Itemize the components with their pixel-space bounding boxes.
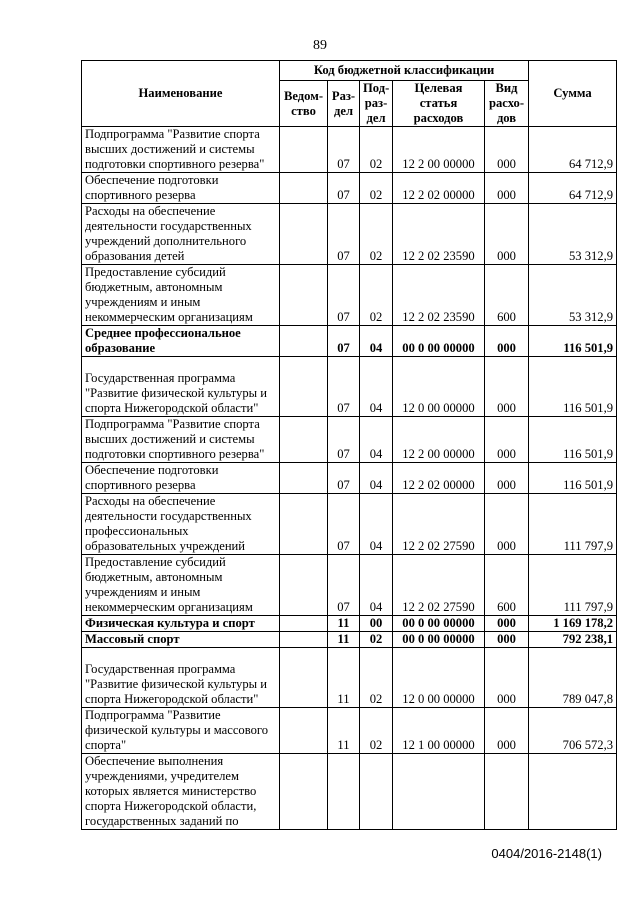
cell-razd: 07	[328, 463, 360, 494]
cell-sum: 53 312,9	[529, 204, 617, 265]
table-row	[82, 494, 617, 555]
cell-name: Государственная программа "Развитие физической культуры и спорта Нижегородской области"	[82, 357, 280, 417]
cell-vid: 000	[485, 204, 529, 265]
cell-cel: 12 0 00 00000	[393, 648, 485, 708]
cell-vid	[485, 754, 529, 830]
cell-podr: 04	[360, 326, 393, 357]
cell-cel: 12 2 02 00000	[393, 463, 485, 494]
cell-ved	[280, 632, 328, 648]
cell-vid: 000	[485, 463, 529, 494]
cell-vid: 000	[485, 417, 529, 463]
cell-razd: 07	[328, 127, 360, 173]
cell-cel: 00 0 00 00000	[393, 326, 485, 357]
cell-razd: 07	[328, 265, 360, 326]
table-body	[82, 127, 617, 830]
cell-cel: 12 2 02 27590	[393, 555, 485, 616]
cell-vid: 000	[485, 616, 529, 632]
cell-razd: 07	[328, 494, 360, 555]
header-podrazdel: Под-раз-дел	[360, 81, 393, 127]
cell-cel: 12 2 02 27590	[393, 494, 485, 555]
cell-name: Обеспечение подготовки спортивного резерва	[82, 173, 280, 204]
cell-razd: 07	[328, 326, 360, 357]
cell-sum: 116 501,9	[529, 417, 617, 463]
cell-sum	[529, 754, 617, 830]
cell-sum: 1 169 178,2	[529, 616, 617, 632]
cell-sum: 792 238,1	[529, 632, 617, 648]
table-row	[82, 417, 617, 463]
cell-ved	[280, 265, 328, 326]
cell-ved	[280, 616, 328, 632]
table-row	[82, 127, 617, 173]
cell-vid: 000	[485, 648, 529, 708]
cell-cel: 12 2 00 00000	[393, 127, 485, 173]
cell-cel: 12 2 00 00000	[393, 417, 485, 463]
table-row	[82, 616, 617, 632]
cell-podr: 02	[360, 648, 393, 708]
cell-podr: 02	[360, 127, 393, 173]
cell-ved	[280, 555, 328, 616]
header-vid: Вид расхо-дов	[485, 81, 529, 127]
cell-razd: 07	[328, 173, 360, 204]
cell-vid: 000	[485, 708, 529, 754]
page-number: 89	[313, 38, 327, 53]
cell-sum: 116 501,9	[529, 357, 617, 417]
cell-name: Предоставление субсидий бюджетным, автономным учреждениям и иным некоммерческим организациям	[82, 265, 280, 326]
header-vedomstvo: Ведом-ство	[280, 81, 328, 127]
cell-podr: 04	[360, 463, 393, 494]
cell-name: Расходы на обеспечение деятельности государственных профессиональных образовательных учреждений	[82, 494, 280, 555]
cell-podr: 04	[360, 494, 393, 555]
cell-vid: 000	[485, 326, 529, 357]
document-code: 0404/2016-2148(1)	[491, 846, 602, 861]
cell-name: Предоставление субсидий бюджетным, автономным учреждениям и иным некоммерческим организациям	[82, 555, 280, 616]
cell-podr: 04	[360, 357, 393, 417]
cell-ved	[280, 417, 328, 463]
header-razdel: Раз-дел	[328, 81, 360, 127]
cell-cel: 12 2 02 00000	[393, 173, 485, 204]
cell-ved	[280, 326, 328, 357]
cell-sum: 116 501,9	[529, 326, 617, 357]
cell-vid: 000	[485, 173, 529, 204]
budget-table	[81, 60, 617, 830]
header-group: Код бюджетной классификации	[280, 61, 529, 81]
cell-cel: 00 0 00 00000	[393, 632, 485, 648]
cell-name: Обеспечение выполнения учреждениями, учредителем которых является министерство спорта Нижегородской области, государственных заданий по	[82, 754, 280, 830]
cell-name: Массовый спорт	[82, 632, 280, 648]
cell-razd: 07	[328, 417, 360, 463]
cell-ved	[280, 204, 328, 265]
cell-razd: 07	[328, 357, 360, 417]
cell-sum: 64 712,9	[529, 127, 617, 173]
cell-cel: 12 1 00 00000	[393, 708, 485, 754]
cell-name: Обеспечение подготовки спортивного резерва	[82, 463, 280, 494]
table-row	[82, 204, 617, 265]
cell-podr: 02	[360, 173, 393, 204]
table-row	[82, 708, 617, 754]
cell-podr: 02	[360, 632, 393, 648]
header-summa: Сумма	[529, 61, 617, 127]
cell-podr: 04	[360, 555, 393, 616]
cell-ved	[280, 173, 328, 204]
cell-podr: 02	[360, 204, 393, 265]
table-row	[82, 357, 617, 417]
cell-name: Государственная программа "Развитие физической культуры и спорта Нижегородской области"	[82, 648, 280, 708]
cell-sum: 789 047,8	[529, 648, 617, 708]
cell-ved	[280, 708, 328, 754]
table-row	[82, 648, 617, 708]
cell-vid: 000	[485, 494, 529, 555]
cell-razd: 07	[328, 555, 360, 616]
cell-podr: 02	[360, 708, 393, 754]
cell-name: Физическая культура и спорт	[82, 616, 280, 632]
cell-name: Среднее профессиональное образование	[82, 326, 280, 357]
cell-name: Подпрограмма "Развитие физической культуры и массового спорта"	[82, 708, 280, 754]
cell-cel: 12 2 02 23590	[393, 204, 485, 265]
table-row	[82, 326, 617, 357]
table-row	[82, 555, 617, 616]
cell-razd: 11	[328, 632, 360, 648]
cell-razd: 11	[328, 616, 360, 632]
cell-sum: 111 797,9	[529, 494, 617, 555]
cell-name: Подпрограмма "Развитие спорта высших достижений и системы подготовки спортивного резерва"	[82, 417, 280, 463]
cell-vid: 600	[485, 555, 529, 616]
cell-name: Подпрограмма "Развитие спорта высших достижений и системы подготовки спортивного резерва"	[82, 127, 280, 173]
header-name: Наименование	[82, 61, 280, 127]
cell-sum: 64 712,9	[529, 173, 617, 204]
cell-cel	[393, 754, 485, 830]
cell-ved	[280, 494, 328, 555]
table-row	[82, 632, 617, 648]
cell-vid: 600	[485, 265, 529, 326]
cell-razd: 11	[328, 648, 360, 708]
cell-razd: 07	[328, 204, 360, 265]
cell-ved	[280, 357, 328, 417]
cell-ved	[280, 754, 328, 830]
cell-sum: 111 797,9	[529, 555, 617, 616]
cell-sum: 116 501,9	[529, 463, 617, 494]
cell-sum: 53 312,9	[529, 265, 617, 326]
cell-cel: 12 2 02 23590	[393, 265, 485, 326]
cell-podr: 04	[360, 417, 393, 463]
cell-vid: 000	[485, 632, 529, 648]
cell-ved	[280, 648, 328, 708]
cell-ved	[280, 127, 328, 173]
table-row	[82, 754, 617, 830]
cell-vid: 000	[485, 357, 529, 417]
cell-sum: 706 572,3	[529, 708, 617, 754]
cell-razd: 11	[328, 708, 360, 754]
cell-podr: 00	[360, 616, 393, 632]
cell-vid: 000	[485, 127, 529, 173]
table-row	[82, 173, 617, 204]
cell-podr: 02	[360, 265, 393, 326]
cell-name: Расходы на обеспечение деятельности государственных учреждений дополнительного образования детей	[82, 204, 280, 265]
table-row	[82, 265, 617, 326]
cell-podr	[360, 754, 393, 830]
cell-razd	[328, 754, 360, 830]
cell-cel: 00 0 00 00000	[393, 616, 485, 632]
header-tselevaya: Целевая статья расходов	[393, 81, 485, 127]
cell-cel: 12 0 00 00000	[393, 357, 485, 417]
table-row	[82, 463, 617, 494]
cell-ved	[280, 463, 328, 494]
